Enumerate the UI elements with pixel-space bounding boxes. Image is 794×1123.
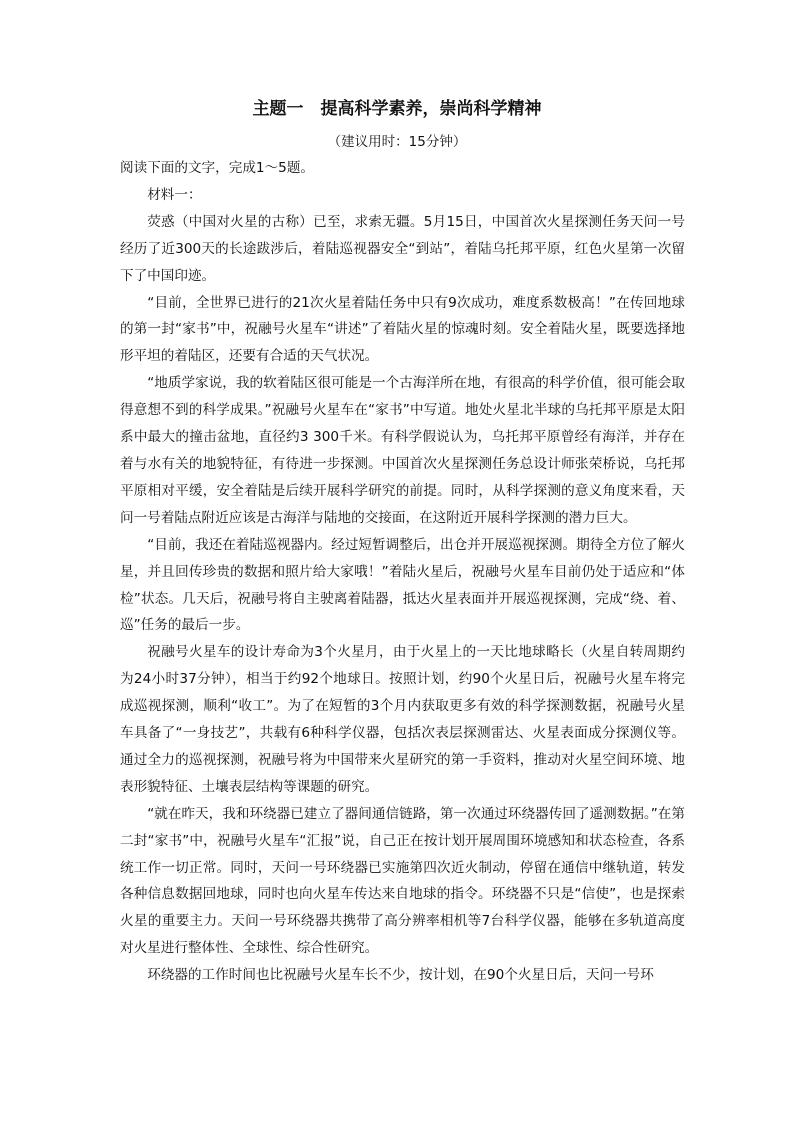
section-label: 材料一： (147, 186, 202, 203)
document-body (120, 155, 685, 989)
paragraph-2: “目前，全世界已进行的21次火星着陆任务中只有9次成功，难度系数极高！”在传回地球的第一封“家书”中，祝融号火星车“讲述”了着陆火星的惊魂时刻。安全着陆火星，既要选择地形平坦的着陆区，还要有合适的天气状况。 (120, 294, 685, 365)
paragraph-1: 荧惑（中国对火星的古称）已至，求索无疆。5月15日，中国首次火星探测任务天问一号经历了近300天的长途跋涉后，着陆巡视器安全“到站”，着陆乌托邦平原，红色火星第一次留下了中国印迹。 (120, 213, 685, 284)
paragraph-4: “目前，我还在着陆巡视器内。经过短暂调整后，出仓并开展巡视探测。期待全方位了解火星，并且回传珍贵的数据和照片给大家哦！”着陆火星后，祝融号火星车目前仍处于适应和“体检”状态。几天后，祝融号将自主驶离着陆器，抵达火星表面并开展巡视探测，完成“绕、着、巡”任务的最后一步。 (120, 536, 685, 634)
time-suggestion: （建议用时：15分钟） (327, 134, 467, 150)
reading-instruction: 阅读下面的文字，完成1～5题。 (120, 160, 315, 176)
paragraph-6: “就在昨天，我和环绕器已建立了器间通信链路，第一次通过环绕器传回了遥测数据。”在第二封“家书”中，祝融号火星车“汇报”说，自己正在按计划开展周围环境感知和状态检查，各系统工作一切正常。同时，天问一号环绕器已实施第四次近火制动，停留在通信中继轨道，转发各种信息数据回地球，同时也向火星车传达来自地球的指令。环绕器不只是“信使”，也是探索火星的重要主力。天问一号环绕器共携带了高分辨率相机等7台科学仪器，能够在多轨道高度对火星进行整体性、全球性、综合性研究。 (120, 805, 685, 957)
paragraph-7: 环绕器的工作时间也比祝融号火星车长不少，按计划，在90个火星日后，天问一号环 (147, 967, 654, 984)
document-title: 主题一 提高科学素养，崇尚科学精神 (252, 99, 542, 119)
paragraph-3: “地质学家说，我的软着陆区很可能是一个古海洋所在地，有很高的科学价值，很可能会取得意想不到的科学成果。”祝融号火星车在“家书”中写道。地处火星北半球的乌托邦平原是太阳系中最大的撞击盆地，直径约3 300千米。有科学假说认为，乌托邦平原曾经有海洋，并存在着与水有关的地貌特征，有待进一步探测。中国首次火星探测任务总设计师张荣桥说，乌托邦平原相对平缓，安全着陆是后续开展科学研究的前提。同时，从科学探测的意义角度来看，天问一号着陆点附近应该是古海洋与陆地的交接面，在这附近开展科学探测的潜力巨大。 (120, 375, 685, 526)
paragraph-5: 祝融号火星车的设计寿命为3个火星月，由于火星上的一天比地球略长（火星自转周期约为24小时37分钟），相当于约92个地球日。按照计划，约90个火星日后，祝融号火星车将完成巡视探测，顺利“收工”。为了在短暂的3个月内获取更多有效的科学探测数据，祝融号火星车具备了“一身技艺”，共载有6种科学仪器，包括次表层探测雷达、火星表面成分探测仪等。通过全力的巡视探测，祝融号将为中国带来火星研究的第一手资料，推动对火星空间环境、地表形貌特征、土壤表层结构等课题的研究。 (120, 644, 685, 795)
